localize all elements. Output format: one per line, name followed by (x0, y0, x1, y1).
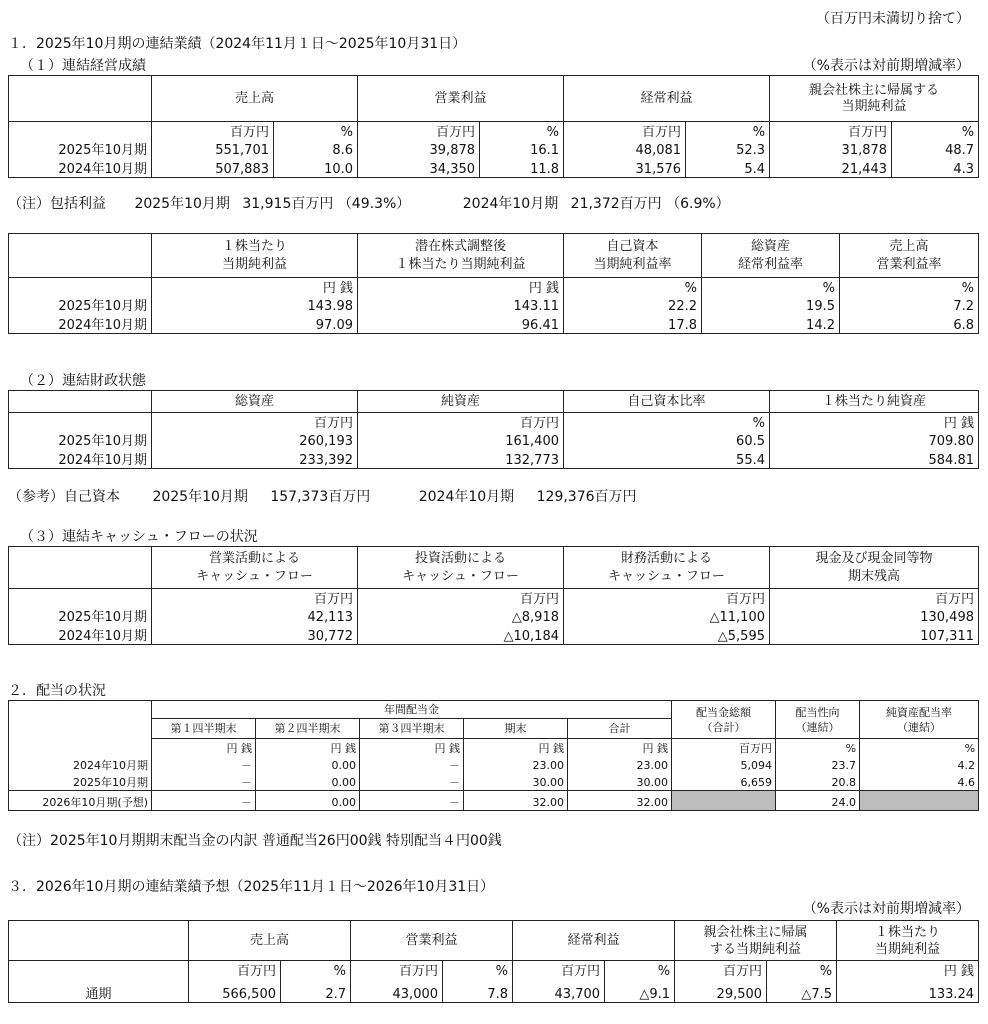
header-diluted-eps: 潜在株式調整後 １株当たり当期純利益 (358, 234, 564, 278)
unit-cell: 円 銭 (568, 739, 672, 756)
unit-cell: % (840, 278, 979, 296)
table-cell: 30,772 (152, 625, 358, 645)
table-cell: 30.00 (568, 773, 672, 791)
table-cell: 19.5 (702, 296, 840, 314)
header-net-assets: 純資産 (358, 391, 564, 413)
row-label: 2024年10月期 (9, 314, 152, 334)
table-cell: 4.2 (860, 756, 979, 773)
row-label: 2024年10月期 (9, 158, 152, 178)
table-cell: △8,918 (358, 607, 564, 625)
header-eps: １株当たり 当期純利益 (152, 234, 358, 278)
table-cell: 0.00 (256, 791, 360, 811)
header-roe: 自己資本 当期純利益率 (564, 234, 702, 278)
pct-note: （%表示は対前期増減率） (802, 58, 970, 74)
forecast-header-sales: 売上高 (189, 921, 351, 961)
table-cell: 133.24 (837, 979, 979, 1003)
header-sales: 売上高 (152, 76, 358, 122)
table-cell: － (152, 791, 256, 811)
unit-cell: % (686, 122, 770, 140)
unit-cell: % (274, 122, 358, 140)
table-cell: △9.1 (605, 979, 675, 1003)
table-cell: 507,883 (152, 158, 274, 178)
table-cell: 97.09 (152, 314, 358, 334)
table-cell: 2.7 (281, 979, 351, 1003)
unit-cell: % (480, 122, 564, 140)
header-blank (9, 76, 152, 122)
table-cell: 34,350 (358, 158, 480, 178)
forecast-table (8, 920, 979, 1003)
table-cell: 22.2 (564, 296, 702, 314)
row-label: 2024年10月期 (9, 449, 152, 469)
table-cell: 20.8 (776, 773, 860, 791)
unit-cell: 百万円 (358, 413, 564, 431)
header-total-dividend: 配当金総額 （合計） (672, 701, 776, 739)
header-total: 合計 (568, 719, 672, 739)
table-cell: 11.8 (480, 158, 564, 178)
section1-sub3-title: （３）連結キャッシュ・フローの状況 (20, 529, 258, 545)
shaded-cell (672, 791, 776, 811)
table-cell: 43,700 (513, 979, 605, 1003)
financial-position-table (8, 390, 979, 469)
unit-cell: 百万円 (675, 961, 767, 979)
table-cell: 4.3 (892, 158, 979, 178)
row-label: 2025年10月期 (9, 773, 152, 791)
row-label: 2025年10月期 (9, 607, 152, 625)
table-cell: 6,659 (672, 773, 776, 791)
unit-cell: % (776, 739, 860, 756)
table-cell: 48,081 (564, 140, 686, 158)
header-total-assets: 総資産 (152, 391, 358, 413)
table-cell: 42,113 (152, 607, 358, 625)
table-cell: 23.00 (568, 756, 672, 773)
header-q1: 第１四半期末 (152, 719, 256, 739)
unit-cell: 百万円 (152, 589, 358, 607)
table-cell: △10,184 (358, 625, 564, 645)
table-cell: 8.6 (274, 140, 358, 158)
section3-title: ３．2026年10月期の連結業績予想（2025年11月１日～2026年10月31日） (8, 879, 495, 895)
unit-cell: 百万円 (358, 589, 564, 607)
table-cell: 21,443 (770, 158, 892, 178)
table-cell: － (360, 791, 464, 811)
unit-cell: % (702, 278, 840, 296)
table-cell: 0.00 (256, 756, 360, 773)
row-label: 2025年10月期 (9, 140, 152, 158)
unit-cell: 円 銭 (256, 739, 360, 756)
row-label: 通期 (9, 979, 189, 1003)
table-cell: 130,498 (770, 607, 979, 625)
header-year-end: 期末 (464, 719, 568, 739)
row-label: 2026年10月期(予想) (9, 791, 152, 811)
header-financing-cf: 財務活動による キャッシュ・フロー (564, 547, 770, 589)
table-cell: 260,193 (152, 431, 358, 449)
table-cell: 4.6 (860, 773, 979, 791)
unit-cell: 円 銭 (360, 739, 464, 756)
row-label: 2024年10月期 (9, 756, 152, 773)
table-cell: 7.8 (443, 979, 513, 1003)
forecast-header-operating-income: 営業利益 (351, 921, 513, 961)
table-cell: △11,100 (564, 607, 770, 625)
unit-cell: 百万円 (770, 589, 979, 607)
table-cell: 31,878 (770, 140, 892, 158)
unit-cell: % (767, 961, 837, 979)
table-cell: △7.5 (767, 979, 837, 1003)
table-cell: 566,500 (189, 979, 281, 1003)
table-cell: － (360, 756, 464, 773)
table-cell: 52.3 (686, 140, 770, 158)
comprehensive-income-note: （注）包括利益 2025年10月期 31,915百万円 （49.3%） 2024年10月期 21,372百万円 （6.9%） (8, 196, 730, 212)
forecast-header-eps: １株当たり 当期純利益 (837, 921, 979, 961)
section1-title: １．2025年10月期の連結業績（2024年11月１日～2025年10月31日） (8, 36, 467, 52)
table-cell: 551,701 (152, 140, 274, 158)
row-label: 2024年10月期 (9, 625, 152, 645)
header-annual-dividend: 年間配当金 (152, 701, 672, 719)
table-cell: 17.8 (564, 314, 702, 334)
header-payout-ratio: 配当性向 （連結） (776, 701, 860, 739)
unit-cell: 百万円 (189, 961, 281, 979)
table-cell: 233,392 (152, 449, 358, 469)
unit-cell: 百万円 (152, 122, 274, 140)
unit-cell: 円 銭 (152, 278, 358, 296)
row-label: 2025年10月期 (9, 296, 152, 314)
unit-cell: 円 銭 (358, 278, 564, 296)
header-bps: １株当たり純資産 (770, 391, 979, 413)
header-q3: 第３四半期末 (360, 719, 464, 739)
table-cell: － (152, 773, 256, 791)
header-doe: 純資産配当率 （連結） (860, 701, 979, 739)
row-label: 2025年10月期 (9, 431, 152, 449)
section1-sub1-title: （１）連結経営成績 (20, 58, 146, 74)
dividends-table (8, 700, 979, 811)
table-cell: 32.00 (568, 791, 672, 811)
table-cell: 107,311 (770, 625, 979, 645)
table-cell: 5,094 (672, 756, 776, 773)
equity-reference-note: （参考）自己資本 2025年10月期 157,373百万円 2024年10月期 129,376百万円 (8, 489, 637, 505)
unit-cell: % (281, 961, 351, 979)
shaded-cell (860, 791, 979, 811)
forecast-header-net-income: 親会社株主に帰属 する当期純利益 (675, 921, 837, 961)
table-cell: 584.81 (770, 449, 979, 469)
table-cell: 5.4 (686, 158, 770, 178)
table-cell: 7.2 (840, 296, 979, 314)
header-ordinary-income: 経常利益 (564, 76, 770, 122)
unit-cell: 百万円 (564, 589, 770, 607)
forecast-header-ordinary-income: 経常利益 (513, 921, 675, 961)
unit-cell: 百万円 (564, 122, 686, 140)
header-equity-ratio: 自己資本比率 (564, 391, 770, 413)
unit-cell: % (564, 413, 770, 431)
header-net-income: 親会社株主に帰属する 当期純利益 (770, 76, 979, 122)
unit-cell: % (892, 122, 979, 140)
table-cell: 23.7 (776, 756, 860, 773)
unit-cell: 百万円 (358, 122, 480, 140)
unit-cell: % (605, 961, 675, 979)
table-cell: 29,500 (675, 979, 767, 1003)
table-cell: 32.00 (464, 791, 568, 811)
table-cell: 60.5 (564, 431, 770, 449)
header-q2: 第２四半期末 (256, 719, 360, 739)
section1-sub2-title: （２）連結財政状態 (20, 373, 146, 389)
table-cell: 23.00 (464, 756, 568, 773)
unit-cell: 円 銭 (770, 413, 979, 431)
unit-cell: 円 銭 (837, 961, 979, 979)
unit-cell: % (564, 278, 702, 296)
table-cell: 132,773 (358, 449, 564, 469)
table-cell: － (360, 773, 464, 791)
forecast-pct-note: （%表示は対前期増減率） (802, 901, 970, 917)
table-cell: 143.98 (152, 296, 358, 314)
table-cell: 161,400 (358, 431, 564, 449)
unit-cell: 百万円 (351, 961, 443, 979)
table-cell: 24.0 (776, 791, 860, 811)
header-operating-cf: 営業活動による キャッシュ・フロー (152, 547, 358, 589)
table-cell: 10.0 (274, 158, 358, 178)
dividend-note: （注）2025年10月期期末配当金の内訳 普通配当26円00銭 特別配当４円00銭 (8, 833, 502, 849)
table-cell: 6.8 (840, 314, 979, 334)
section2-title: ２．配当の状況 (8, 683, 106, 699)
table-cell: － (152, 756, 256, 773)
header-cash-balance: 現金及び現金同等物 期末残高 (770, 547, 979, 589)
operating-results-table (8, 75, 979, 178)
table-cell: 30.00 (464, 773, 568, 791)
unit-cell: 百万円 (152, 413, 358, 431)
table-cell: 43,000 (351, 979, 443, 1003)
table-cell: 48.7 (892, 140, 979, 158)
cash-flow-table (8, 546, 979, 645)
unit-note: （百万円未満切り捨て） (816, 11, 970, 27)
header-roa: 総資産 経常利益率 (702, 234, 840, 278)
unit-cell: 円 銭 (152, 739, 256, 756)
table-cell: 709.80 (770, 431, 979, 449)
table-cell: 0.00 (256, 773, 360, 791)
table-cell: 96.41 (358, 314, 564, 334)
header-investing-cf: 投資活動による キャッシュ・フロー (358, 547, 564, 589)
table-cell: 31,576 (564, 158, 686, 178)
unit-cell: % (443, 961, 513, 979)
unit-cell: 百万円 (513, 961, 605, 979)
unit-cell: % (860, 739, 979, 756)
unit-cell: 円 銭 (464, 739, 568, 756)
table-cell: 39,878 (358, 140, 480, 158)
unit-cell: 百万円 (672, 739, 776, 756)
header-operating-margin: 売上高 営業利益率 (840, 234, 979, 278)
table-cell: 55.4 (564, 449, 770, 469)
table-cell: 143.11 (358, 296, 564, 314)
header-operating-income: 営業利益 (358, 76, 564, 122)
table-cell: △5,595 (564, 625, 770, 645)
unit-cell: 百万円 (770, 122, 892, 140)
per-share-table (8, 233, 979, 334)
table-cell: 16.1 (480, 140, 564, 158)
table-cell: 14.2 (702, 314, 840, 334)
